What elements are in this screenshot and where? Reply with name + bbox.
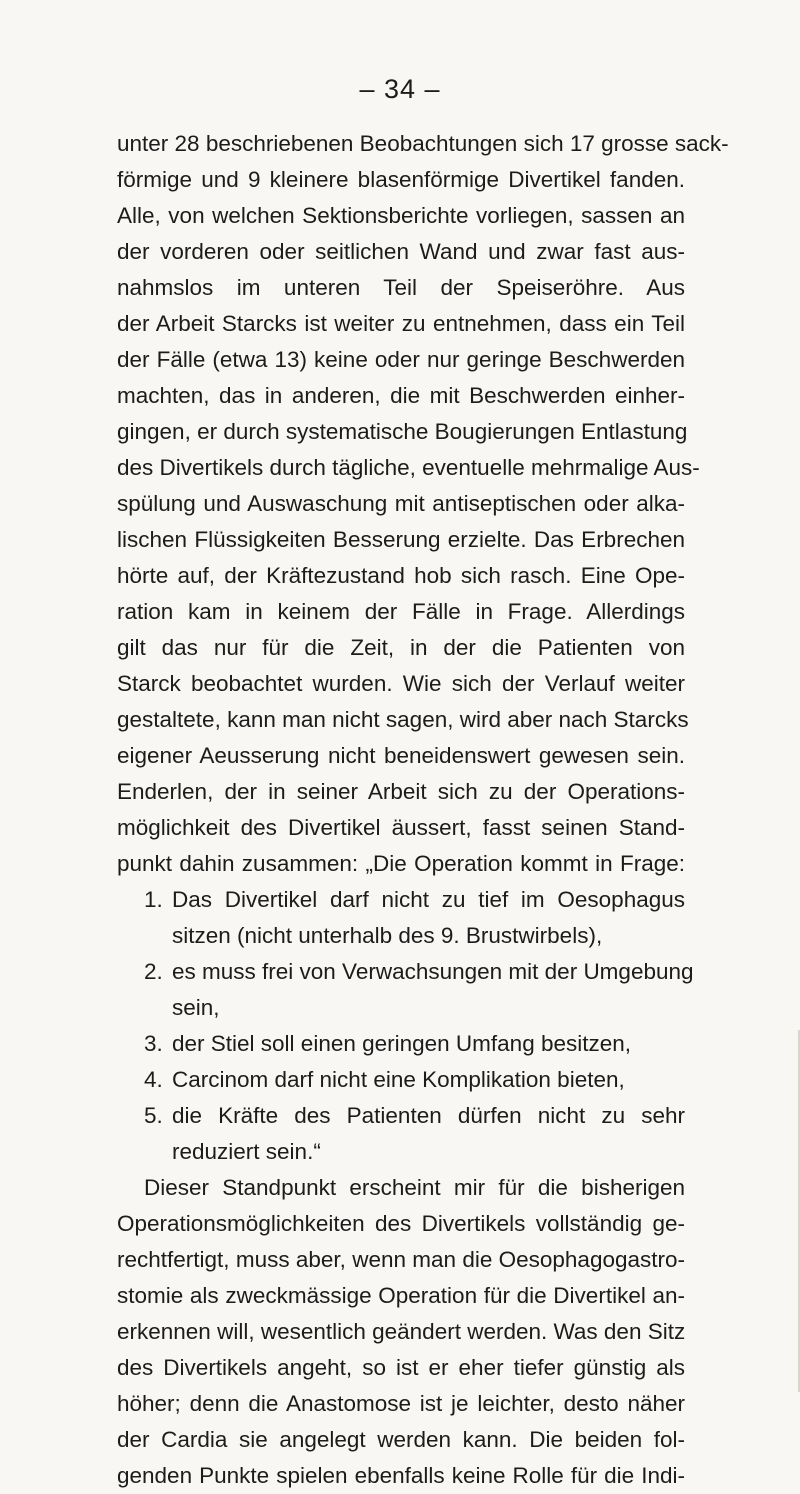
list-item-text: die Kräfte des Patienten dürfen nicht zu sehr: [172, 1103, 685, 1128]
list-item-line: [144, 954, 694, 990]
text-line: unter 28 beschriebenen Beobachtungen sich 17 grosse sack-: [117, 131, 729, 156]
numbered-list: [117, 882, 694, 1170]
list-item-text: es muss frei von Verwachsungen mit der Umgebung: [172, 959, 694, 984]
list-item-text: Carcinom darf nicht eine Komplikation bieten,: [172, 1067, 625, 1092]
text-line: machten, das in anderen, die mit Beschwerden einher-: [117, 383, 685, 408]
page-number: – 34 –: [359, 74, 441, 104]
text-line: der vorderen oder seitlichen Wand und zwar fast aus-: [117, 239, 685, 264]
list-item: [117, 1062, 685, 1098]
list-item: [117, 1098, 685, 1170]
text-line: punkt dahin zusammen: „Die Operation kommt in Frage:: [117, 851, 685, 876]
list-item-continuation: sitzen (nicht unterhalb des 9. Brustwirbels),: [172, 923, 603, 948]
text-line: der Cardia sie angelegt werden kann. Die beiden fol-: [117, 1427, 685, 1452]
text-line: gingen, er durch systematische Bougierungen Entlastung: [117, 419, 688, 444]
text-line: der Fälle (etwa 13) keine oder nur geringe Beschwerden: [117, 347, 685, 372]
list-item: [117, 882, 685, 954]
list-item-text: Das Divertikel darf nicht zu tief im Oesophagus: [172, 887, 685, 912]
text-line: rechtfertigt, muss aber, wenn man die Oesophagogastro-: [117, 1247, 685, 1272]
list-item-line: [144, 1026, 685, 1062]
list-number: 1.: [144, 887, 163, 912]
list-item-continuation: sein,: [172, 995, 220, 1020]
text-line: eigener Aeusserung nicht beneidenswert gewesen sein.: [117, 743, 685, 768]
text-line: des Divertikels angeht, so ist er eher tiefer günstig als: [117, 1355, 685, 1380]
list-item-line: [144, 1098, 685, 1134]
text-line: der Arbeit Starcks ist weiter zu entnehmen, dass ein Teil: [117, 311, 685, 336]
text-line: möglichkeit des Divertikel äussert, fasst seinen Stand-: [117, 815, 685, 840]
text-line: gilt das nur für die Zeit, in der die Patienten von: [117, 635, 685, 660]
text-line: erkennen will, wesentlich geändert werden. Was den Sitz: [117, 1319, 686, 1344]
text-line: Starck beobachtet wurden. Wie sich der Verlauf weiter: [117, 671, 685, 696]
text-line: ration kam in keinem der Fälle in Frage. Allerdings: [117, 599, 685, 624]
paragraph-2: [117, 1170, 685, 1494]
text-line: förmige und 9 kleinere blasenförmige Divertikel fanden.: [117, 167, 685, 192]
list-item: [117, 954, 694, 1026]
body-text: [117, 126, 729, 1494]
list-number: 3.: [144, 1031, 163, 1056]
text-line: hörte auf, der Kräftezustand hob sich rasch. Eine Ope-: [117, 563, 685, 588]
text-line: genden Punkte spielen ebenfalls keine Rolle für die Indi-: [117, 1463, 685, 1488]
text-line: Dieser Standpunkt erscheint mir für die bisherigen: [144, 1175, 685, 1200]
text-line: höher; denn die Anastomose ist je leichter, desto näher: [117, 1391, 685, 1416]
text-line: stomie als zweckmässige Operation für die Divertikel an-: [117, 1283, 685, 1308]
list-item-text: der Stiel soll einen geringen Umfang besitzen,: [172, 1031, 632, 1056]
text-line: Enderlen, der in seiner Arbeit sich zu der Operations-: [117, 779, 685, 804]
text-line: nahmslos im unteren Teil der Speiseröhre. Aus: [117, 275, 685, 300]
list-number: 4.: [144, 1067, 163, 1092]
paragraph-1: [117, 126, 729, 882]
list-number: 5.: [144, 1103, 163, 1128]
text-line: Alle, von welchen Sektionsberichte vorliegen, sassen an: [117, 203, 685, 228]
list-item-continuation: reduziert sein.“: [172, 1139, 321, 1164]
text-line: lischen Flüssigkeiten Besserung erzielte. Das Erbrechen: [117, 527, 685, 552]
list-item-line: [144, 1062, 685, 1098]
list-item-line: [144, 882, 685, 918]
text-line: des Divertikels durch tägliche, eventuelle mehrmalige Aus-: [117, 455, 700, 480]
text-line: Operationsmöglichkeiten des Divertikels vollständig ge-: [117, 1211, 685, 1236]
list-item: [117, 1026, 685, 1062]
list-number: 2.: [144, 959, 163, 984]
text-line: spülung und Auswaschung mit antiseptischen oder alka-: [117, 491, 685, 516]
text-line: gestaltete, kann man nicht sagen, wird aber nach Starcks: [117, 707, 689, 732]
